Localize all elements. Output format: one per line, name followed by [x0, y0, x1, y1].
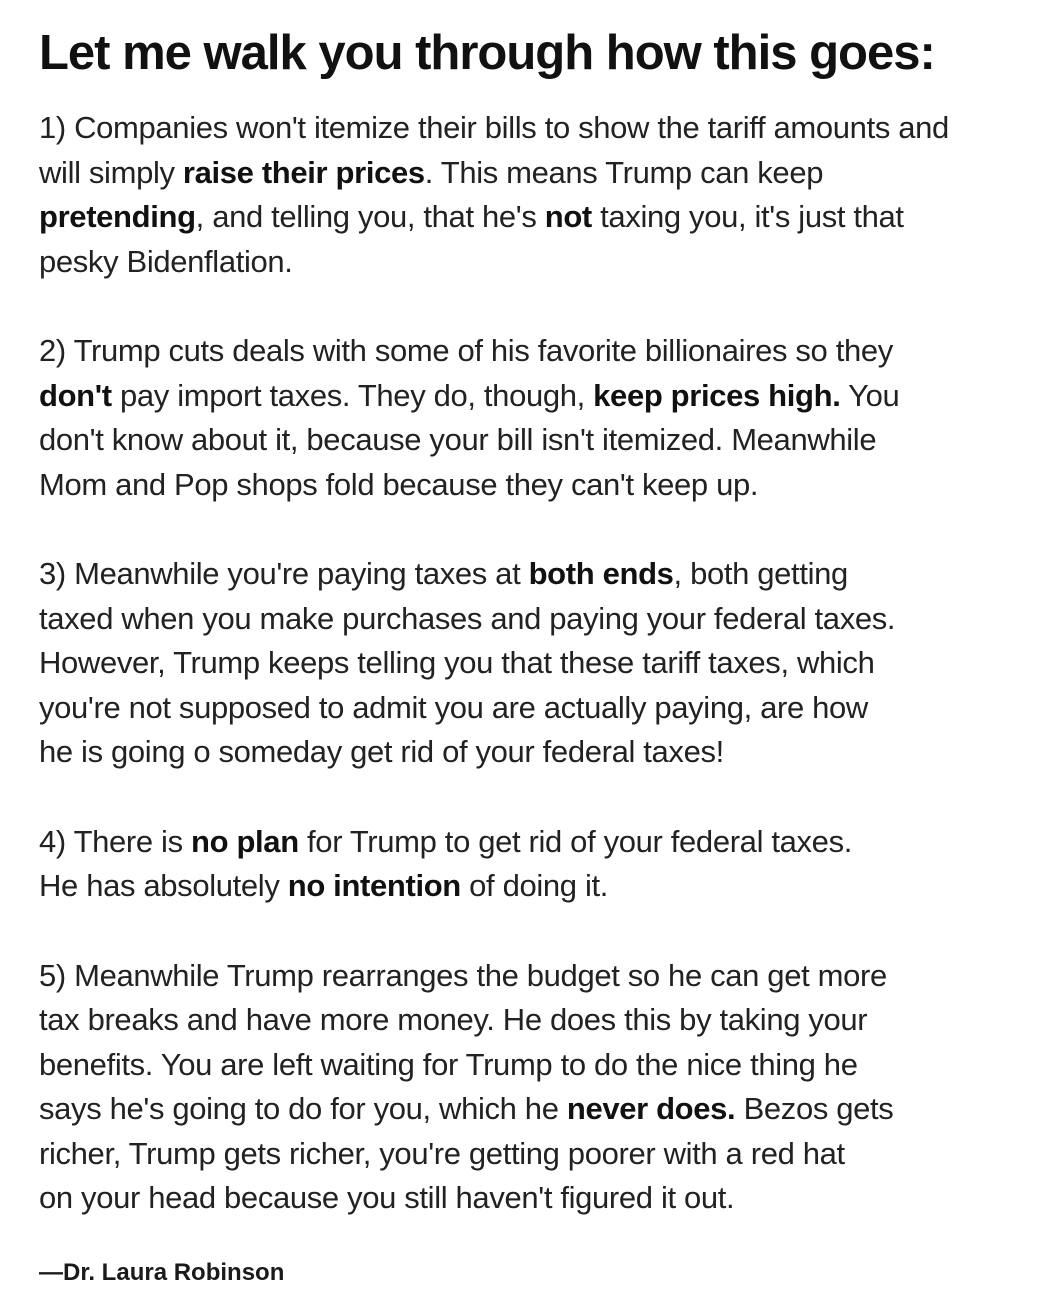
- text-run: you're not supposed to admit you are actually paying, are how: [39, 689, 868, 725]
- text-run: on your head because you still haven't figured it out.: [39, 1180, 735, 1215]
- text-run: tax breaks and have more money. He does this by taking your: [39, 1002, 868, 1037]
- text-line: [39, 1087, 1012, 1132]
- text-run: benefits. You are left waiting for Trump to do the nice thing he: [39, 1046, 858, 1082]
- text-run: taxed when you make purchases and paying your federal taxes.: [39, 600, 896, 636]
- text-run: pesky Bidenflation.: [39, 243, 293, 279]
- text-run: 4) There is: [39, 823, 192, 859]
- body-text: [39, 106, 1012, 1221]
- text-line: [39, 1132, 1012, 1177]
- paragraph-4: [39, 820, 1012, 909]
- paragraph-3: [39, 552, 1012, 775]
- text-line: [39, 552, 1012, 597]
- bold-text: don't: [39, 377, 112, 413]
- text-run: , and telling you, that he's: [195, 199, 545, 234]
- bold-text: keep prices high.: [593, 377, 841, 413]
- paragraph-2: [39, 329, 1012, 507]
- text-run: Mom and Pop shops fold because they can't keep up.: [39, 466, 759, 502]
- text-run: pay import taxes. They do, though,: [111, 377, 594, 413]
- bold-text: never does.: [566, 1091, 736, 1126]
- text-line: [39, 597, 1012, 642]
- text-run: 5) Meanwhile Trump rearranges the budget so he can get more: [39, 957, 887, 993]
- bold-text: no plan: [191, 823, 299, 859]
- text-line: [39, 686, 1012, 731]
- text-run: for Trump to get rid of your federal taxes.: [298, 823, 852, 859]
- text-run: says he's going to do for you, which he: [39, 1091, 567, 1126]
- text-run: He has absolutely: [39, 868, 288, 903]
- text-line: [39, 240, 1012, 285]
- text-line: [39, 151, 1012, 196]
- text-run: taxing you, it's just that: [591, 199, 904, 234]
- text-run: Bezos gets: [735, 1091, 894, 1126]
- bold-text: not: [544, 199, 592, 234]
- bold-text: both ends: [528, 556, 674, 591]
- text-line: [39, 954, 1012, 999]
- text-run: he is going o someday get rid of your federal taxes!: [39, 734, 724, 769]
- signature: —Dr. Laura Robinson: [39, 1258, 285, 1286]
- text-line: [39, 374, 1012, 419]
- bold-text: pretending: [39, 199, 196, 234]
- text-run: 2) Trump cuts deals with some of his favorite billionaires so they: [39, 333, 893, 368]
- bold-text: no intention: [287, 868, 461, 903]
- text-run: However, Trump keeps telling you that these tariff taxes, which: [39, 645, 875, 680]
- text-line: [39, 820, 1012, 865]
- text-line: [39, 1043, 1012, 1088]
- paragraph-5: [39, 954, 1012, 1221]
- headline: Let me walk you through how this goes:: [39, 26, 935, 80]
- text-run: 1) Companies won't itemize their bills to show the tariff amounts and: [39, 110, 949, 145]
- text-run: don't know about it, because your bill isn't itemized. Meanwhile: [39, 422, 877, 457]
- text-line: [39, 730, 1012, 775]
- text-line: [39, 418, 1012, 463]
- text-run: richer, Trump gets richer, you're getting poorer with a red hat: [39, 1135, 845, 1171]
- text-run: You: [840, 377, 900, 413]
- text-line: [39, 998, 1012, 1043]
- text-line: [39, 106, 1012, 151]
- text-run: . This means Trump can keep: [424, 154, 824, 190]
- text-line: [39, 329, 1012, 374]
- text-line: [39, 463, 1012, 508]
- text-run: 3) Meanwhile you're paying taxes at: [39, 556, 529, 591]
- text-run: will simply: [39, 154, 183, 190]
- text-line: [39, 195, 1012, 240]
- text-line: [39, 641, 1012, 686]
- text-run: of doing it.: [460, 868, 609, 903]
- text-line: [39, 1176, 1012, 1221]
- text-line: [39, 864, 1012, 909]
- text-run: , both getting: [673, 556, 848, 591]
- bold-text: raise their prices: [182, 154, 425, 190]
- paragraph-1: [39, 106, 1012, 284]
